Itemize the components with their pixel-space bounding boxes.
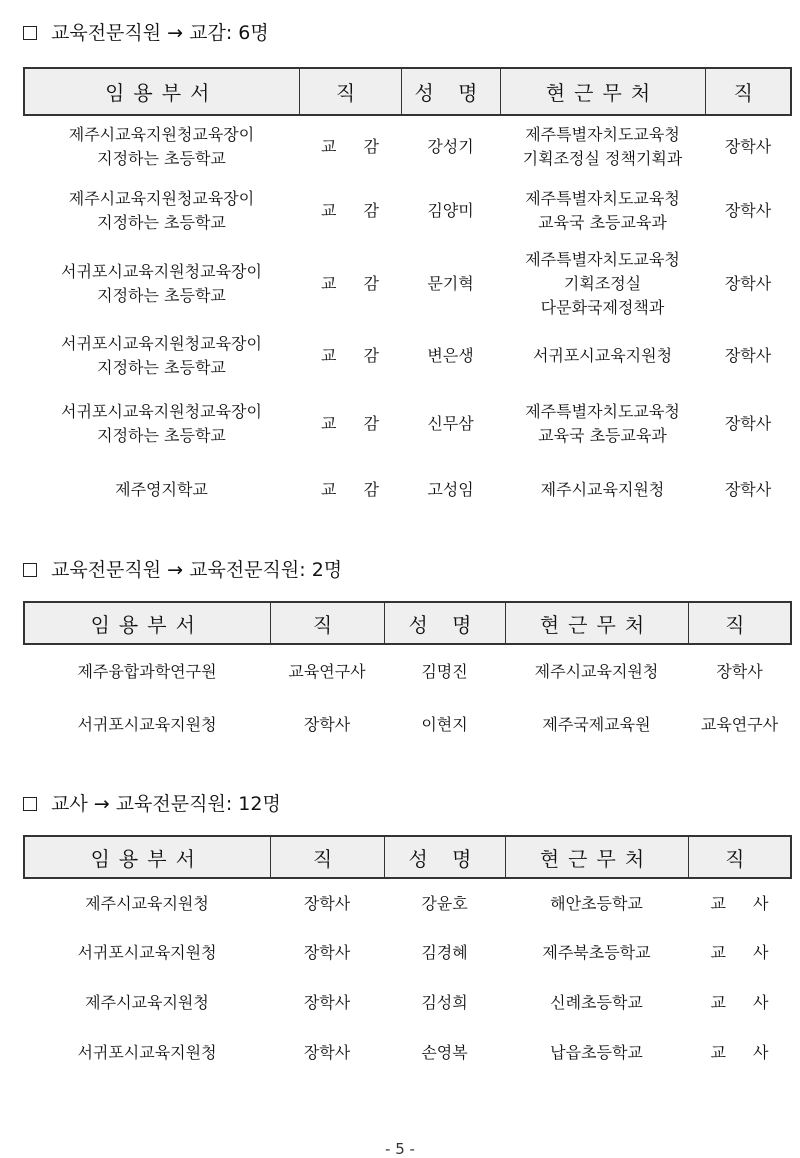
cell-position: 장학사 bbox=[303, 943, 351, 962]
cell-current: 제주특별자치도교육청 교육국 초등교육과 bbox=[525, 401, 680, 445]
cell-dept: 제주시교육지원청교육장이 지정하는 초등학교 bbox=[68, 124, 255, 168]
header-current: 현근무처 bbox=[505, 836, 688, 878]
header-name: 성 명 bbox=[384, 602, 505, 644]
table-row bbox=[24, 928, 791, 978]
cell-name: 신무삼 bbox=[427, 413, 474, 433]
cell-current-position: 교 사 bbox=[710, 1043, 769, 1062]
table-row bbox=[24, 387, 791, 460]
cell-position: 교 감 bbox=[321, 480, 379, 499]
cell-dept: 서귀포시교육지원청교육장이 지정하는 초등학교 bbox=[61, 262, 262, 305]
header-current-position: 직 bbox=[688, 836, 791, 878]
cell-position: 교 감 bbox=[321, 136, 379, 156]
table-row bbox=[24, 324, 791, 387]
section-2-title bbox=[23, 557, 790, 583]
section-2 bbox=[23, 557, 790, 752]
section-1 bbox=[23, 20, 790, 520]
cell-dept: 제주시교육지원청 bbox=[85, 993, 209, 1012]
checkbox-square-icon bbox=[23, 26, 37, 40]
cell-dept: 서귀포시교육지원청 bbox=[77, 715, 217, 734]
table-header-row bbox=[24, 836, 791, 878]
cell-name: 강성기 bbox=[427, 136, 474, 156]
cell-name: 김명진 bbox=[421, 661, 468, 681]
cell-position: 장학사 bbox=[303, 993, 351, 1012]
cell-current: 제주특별자치도교육청 교육국 초등교육과 bbox=[525, 188, 680, 232]
cell-current-position: 장학사 bbox=[724, 200, 772, 220]
cell-dept: 서귀포시교육지원청 bbox=[77, 1043, 217, 1062]
cell-dept: 제주시교육지원청교육장이 지정하는 초등학교 bbox=[68, 188, 255, 232]
cell-name: 이현지 bbox=[421, 715, 468, 734]
table-row bbox=[24, 244, 791, 324]
cell-position: 장학사 bbox=[303, 893, 351, 913]
header-current: 현근무처 bbox=[505, 602, 688, 644]
header-current-position: 직 bbox=[688, 602, 791, 644]
header-name: 성 명 bbox=[384, 836, 505, 878]
cell-dept: 제주융합과학연구원 bbox=[77, 661, 217, 681]
cell-current: 제주특별자치도교육청 기획조정실 정책기획과 bbox=[522, 124, 683, 168]
cell-current: 제주국제교육원 bbox=[542, 715, 651, 734]
cell-current-position: 장학사 bbox=[716, 661, 763, 681]
cell-current-position: 장학사 bbox=[724, 274, 772, 293]
cell-name: 김양미 bbox=[427, 200, 474, 220]
header-position: 직 bbox=[270, 602, 384, 644]
table-row bbox=[24, 698, 791, 752]
cell-position: 교 감 bbox=[321, 200, 379, 220]
table-header-row bbox=[24, 68, 791, 115]
cell-current: 제주시교육지원청 bbox=[540, 480, 665, 499]
cell-current-position: 장학사 bbox=[724, 345, 772, 365]
section-3-title bbox=[23, 791, 790, 817]
cell-current: 해안초등학교 bbox=[550, 893, 643, 913]
section-1-title-text: 교육전문직원 → 교감: 6명 bbox=[51, 22, 269, 44]
header-current-position: 직 bbox=[705, 68, 791, 115]
page-number: - 5 - bbox=[385, 1140, 415, 1158]
cell-name: 김경혜 bbox=[421, 943, 468, 962]
cell-dept: 서귀포시교육지원청교육장이 지정하는 초등학교 bbox=[61, 333, 262, 377]
table-row bbox=[24, 115, 791, 177]
cell-position: 장학사 bbox=[303, 1043, 351, 1062]
cell-name: 손영복 bbox=[421, 1043, 468, 1062]
cell-current: 제주특별자치도교육청 기획조정실 다문화국제정책과 bbox=[525, 250, 680, 317]
cell-current-position: 장학사 bbox=[724, 480, 772, 499]
cell-current: 제주북초등학교 bbox=[542, 943, 651, 962]
header-dept: 임용부서 bbox=[24, 602, 270, 644]
cell-dept: 제주시교육지원청 bbox=[85, 893, 209, 913]
section-2-title-text: 교육전문직원 → 교육전문직원: 2명 bbox=[51, 559, 343, 581]
cell-current-position: 교 사 bbox=[710, 993, 769, 1012]
cell-name: 변은생 bbox=[427, 345, 474, 365]
checkbox-square-icon bbox=[23, 797, 37, 811]
table-header-row bbox=[24, 602, 791, 644]
section-3-title-text: 교사 → 교육전문직원: 12명 bbox=[51, 793, 281, 815]
cell-dept: 제주영지학교 bbox=[115, 480, 208, 499]
cell-dept: 서귀포시교육지원청 bbox=[77, 943, 217, 962]
cell-name: 강윤호 bbox=[421, 893, 468, 913]
cell-current-position: 교 사 bbox=[710, 943, 769, 962]
section-2-table bbox=[23, 601, 792, 752]
cell-name: 고성임 bbox=[427, 480, 474, 499]
table-row bbox=[24, 177, 791, 244]
cell-current-position: 장학사 bbox=[724, 136, 772, 156]
section-1-table bbox=[23, 67, 792, 520]
cell-current: 제주시교육지원청 bbox=[534, 661, 659, 681]
table-row bbox=[24, 878, 791, 928]
header-dept: 임용부서 bbox=[24, 68, 299, 115]
cell-position: 장학사 bbox=[303, 715, 351, 734]
header-dept: 임용부서 bbox=[24, 836, 270, 878]
checkbox-square-icon bbox=[23, 563, 37, 577]
cell-current: 서귀포시교육지원청 bbox=[532, 345, 673, 365]
table-row bbox=[24, 978, 791, 1028]
header-position: 직 bbox=[299, 68, 401, 115]
cell-current-position: 교육연구사 bbox=[700, 715, 779, 734]
table-row bbox=[24, 644, 791, 698]
table-row bbox=[24, 1028, 791, 1078]
cell-current: 납읍초등학교 bbox=[550, 1043, 643, 1062]
section-3 bbox=[23, 791, 790, 1078]
cell-position: 교 감 bbox=[321, 274, 379, 293]
cell-name: 문기혁 bbox=[427, 274, 474, 293]
section-3-table bbox=[23, 835, 792, 1078]
cell-position: 교육연구사 bbox=[288, 661, 366, 681]
header-name: 성 명 bbox=[401, 68, 500, 115]
cell-current-position: 교 사 bbox=[710, 893, 769, 913]
cell-current-position: 장학사 bbox=[724, 413, 772, 433]
header-current: 현근무처 bbox=[500, 68, 705, 115]
header-position: 직 bbox=[270, 836, 384, 878]
section-1-title bbox=[23, 20, 790, 46]
table-row bbox=[24, 460, 791, 520]
cell-name: 김성희 bbox=[421, 993, 468, 1012]
cell-current: 신례초등학교 bbox=[550, 993, 643, 1012]
cell-position: 교 감 bbox=[321, 413, 379, 433]
cell-position: 교 감 bbox=[321, 345, 379, 365]
cell-dept: 서귀포시교육지원청교육장이 지정하는 초등학교 bbox=[61, 401, 262, 445]
